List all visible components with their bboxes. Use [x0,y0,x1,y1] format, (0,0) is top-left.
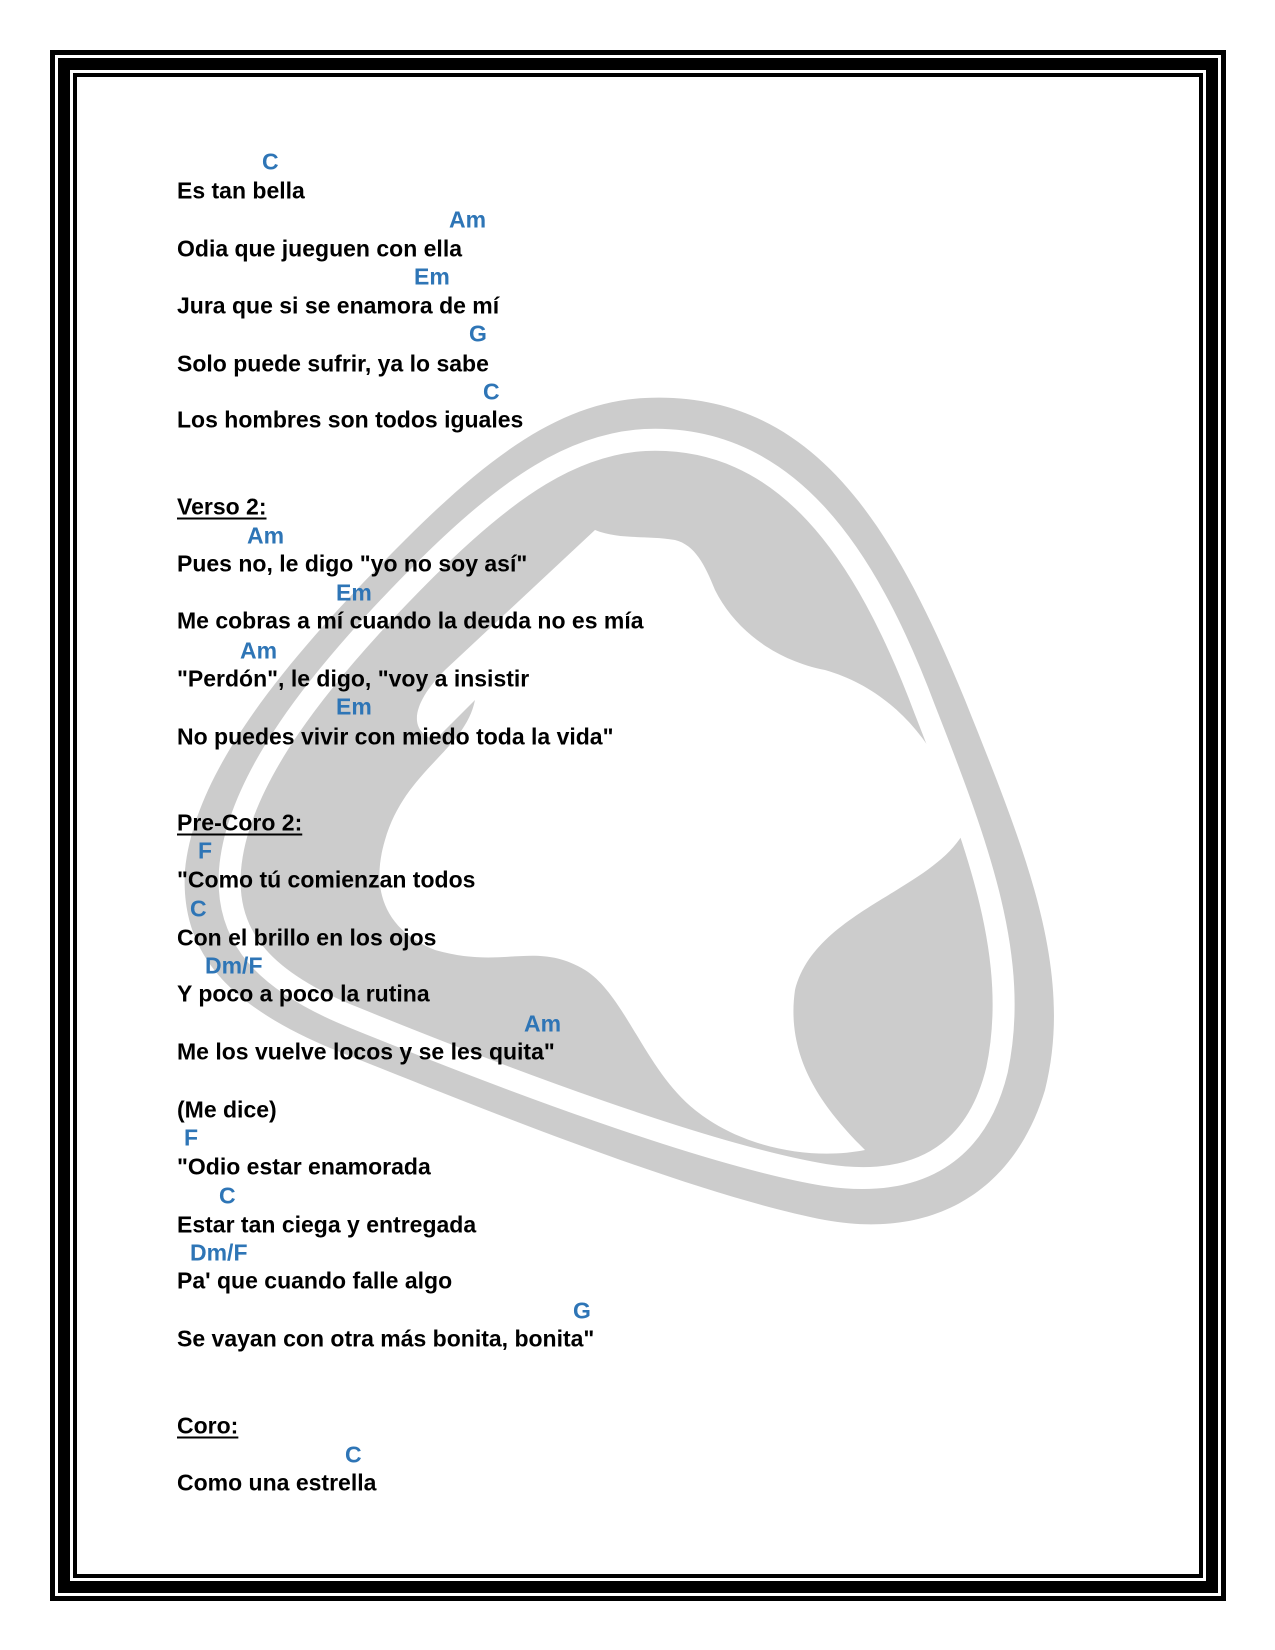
lyric-line: Me cobras a mí cuando la deuda no es mía [177,607,644,634]
lyric-line: "Odio estar enamorada [177,1153,431,1180]
lyric-line: Los hombres son todos iguales [177,406,524,433]
chord: Am [449,206,487,233]
spoken-note: (Me dice) [177,1096,277,1123]
chord: C [219,1182,236,1209]
lyric-line: Solo puede sufrir, ya lo sabe [177,350,489,377]
lyric-line: Se vayan con otra más bonita, bonita" [177,1325,595,1352]
guitar-pick-icon [175,370,1085,1280]
chord: C [190,895,207,922]
chord: G [469,320,487,347]
lyric-line: "Como tú comienzan todos [177,866,476,893]
lyric-line: Con el brillo en los ojos [177,924,437,951]
chord: Am [240,637,278,664]
chord: F [184,1124,199,1151]
chord: F [198,837,213,864]
chord: Am [524,1010,562,1037]
chord: Dm/F [190,1239,248,1266]
lyric-line: Como una estrella [177,1469,377,1496]
chord: Em [336,579,372,606]
lyric-line: Pa' que cuando falle algo [177,1267,453,1294]
lyric-line: Es tan bella [177,177,305,204]
chord: G [573,1297,591,1324]
chord: Em [414,263,450,290]
section-heading-verso-2: Verso 2: [177,493,267,520]
chord: Dm/F [205,952,263,979]
lyric-line: Me los vuelve locos y se les quita" [177,1038,555,1065]
lyric-line: Jura que si se enamora de mí [177,292,500,319]
chord: Am [247,522,285,549]
lyric-line: Odia que jueguen con ella [177,235,462,262]
lyric-line: "Perdón", le digo, "voy a insistir [177,665,530,692]
chord: C [483,378,500,405]
chord: C [262,148,279,175]
lyric-line: Y poco a poco la rutina [177,980,430,1007]
lyric-line: Pues no, le digo "yo no soy así" [177,550,528,577]
chord: C [345,1441,362,1468]
lyric-line: No puedes vivir con miedo toda la vida" [177,723,614,750]
section-heading-coro: Coro: [177,1412,239,1439]
section-heading-pre-coro-2: Pre-Coro 2: [177,809,303,836]
lyric-line: Estar tan ciega y entregada [177,1211,477,1238]
chord: Em [336,693,372,720]
